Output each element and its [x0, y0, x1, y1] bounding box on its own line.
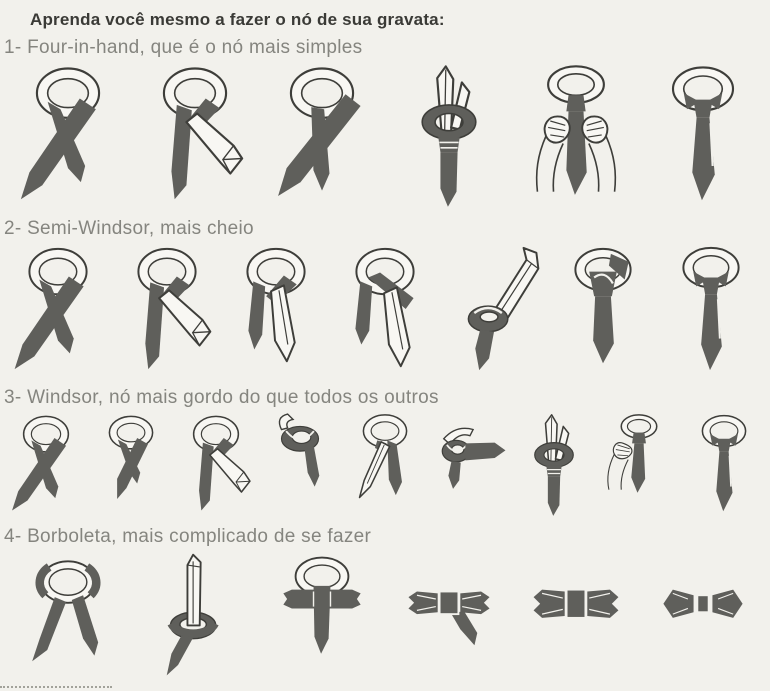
- bow-with-tail-step-illustration: [389, 550, 509, 682]
- cross-ends-step-illustration: [6, 242, 110, 380]
- cross-with-tail-step-illustration: [91, 411, 171, 519]
- finished-bow-step-illustration: [643, 550, 763, 682]
- adjust-knot-hand-step-illustration: [599, 411, 679, 519]
- scan-artifact-dotted-line: [0, 686, 112, 688]
- twist-knot-step-illustration: [260, 411, 340, 519]
- step-row-windsor: [0, 411, 770, 519]
- section-heading-four-in-hand: 1- Four-in-hand, que é o nó mais simples: [4, 37, 363, 58]
- finished-knot-step-illustration: [659, 242, 763, 380]
- drop-through-front-step-illustration: [224, 242, 328, 380]
- wing-cross-step-illustration: [262, 550, 382, 682]
- wrap-side-step-illustration: [176, 411, 256, 519]
- wrap-wide-end-step-illustration: [115, 242, 219, 380]
- step-row-borboleta: [0, 550, 770, 682]
- pull-up-through-loop-step-illustration: [442, 242, 546, 380]
- section-heading-borboleta: 4- Borboleta, mais complicado de se fazer: [4, 526, 372, 547]
- cross-ends-step-illustration: [8, 550, 128, 682]
- adjust-knot-hands-step-illustration: [517, 61, 635, 211]
- step-row-semi-windsor: [0, 242, 770, 380]
- pull-through-loop-step-illustration: [390, 61, 508, 211]
- finished-knot-step-illustration: [644, 61, 762, 211]
- page-title: Aprenda você mesmo a fazer o nó de sua gravata:: [30, 10, 445, 29]
- cross-over-front-step-illustration: [263, 61, 381, 211]
- bow-tighten-step-illustration: [516, 550, 636, 682]
- pull-up-vertical-step-illustration: [514, 411, 594, 519]
- cross-ends-step-illustration: [6, 411, 86, 519]
- section-heading-semi-windsor: 2- Semi-Windsor, mais cheio: [4, 218, 254, 239]
- section-heading-windsor: 3- Windsor, nó mais gordo do que todos os outros: [4, 387, 439, 408]
- drop-through-left-step-illustration: [345, 411, 425, 519]
- wrap-wide-end-step-illustration: [136, 61, 254, 211]
- pull-up-vertical-step-illustration: [135, 550, 255, 682]
- step-row-four-in-hand: [0, 61, 770, 211]
- tighten-knot-step-illustration: [551, 242, 655, 380]
- finished-knot-step-illustration: [684, 411, 764, 519]
- wrap-around-front-step-illustration: [333, 242, 437, 380]
- cross-ends-step-illustration: [9, 61, 127, 211]
- wrap-across-step-illustration: [430, 411, 510, 519]
